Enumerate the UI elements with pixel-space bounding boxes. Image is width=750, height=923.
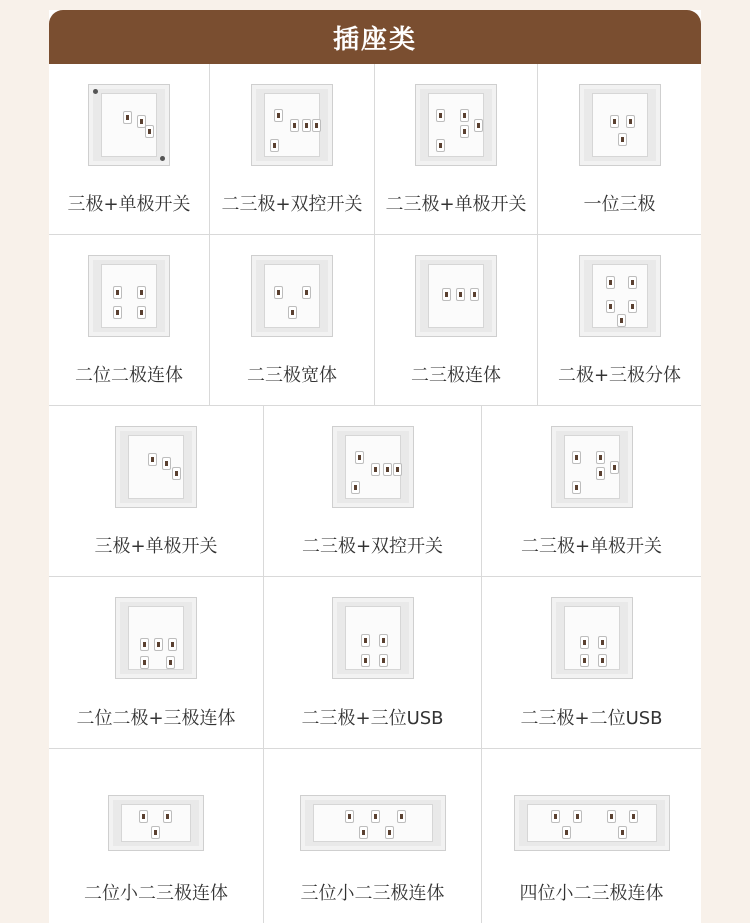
- wide-socket-icon: [108, 795, 204, 851]
- product-cell[interactable]: [49, 64, 210, 234]
- wide-socket-icon: [300, 795, 446, 851]
- product-label: 三位小二三极连体: [300, 883, 445, 904]
- product-cell[interactable]: [482, 577, 701, 748]
- product-label: 二三极+三位USB: [301, 708, 444, 729]
- socket-icon: [115, 426, 197, 508]
- product-cell[interactable]: [482, 749, 701, 923]
- product-cell[interactable]: [49, 235, 210, 405]
- product-label: 三极+单极开关: [94, 536, 218, 557]
- product-cell[interactable]: [538, 235, 701, 405]
- product-row-5: [49, 749, 701, 923]
- product-cell[interactable]: [264, 406, 482, 576]
- socket-icon: [332, 426, 414, 508]
- socket-icon: [251, 255, 333, 337]
- product-row-4: [49, 577, 701, 749]
- socket-icon: [251, 84, 333, 166]
- product-label: 二三极+二位USB: [520, 708, 663, 729]
- socket-icon: [579, 255, 661, 337]
- product-label: 二极+三极分体: [557, 365, 682, 386]
- product-label: 二三极宽体: [247, 365, 337, 386]
- wide-socket-icon: [514, 795, 670, 851]
- product-label: 二位小二三极连体: [84, 883, 228, 904]
- product-label: 二三极连体: [411, 365, 501, 386]
- socket-icon: [579, 84, 661, 166]
- socket-icon: [332, 597, 414, 679]
- product-label: 一位三极: [583, 194, 656, 215]
- socket-icon: [415, 255, 497, 337]
- product-cell[interactable]: [49, 577, 264, 748]
- product-label: 三极+单极开关: [67, 194, 191, 215]
- product-cell[interactable]: [264, 749, 482, 923]
- product-cell[interactable]: [49, 406, 264, 576]
- product-cell[interactable]: [210, 235, 375, 405]
- socket-icon: [551, 597, 633, 679]
- section-title: 插座类: [332, 24, 417, 55]
- socket-icon: [415, 84, 497, 166]
- product-cell[interactable]: [210, 64, 375, 234]
- product-label: 二位二极连体: [75, 365, 183, 386]
- product-cell[interactable]: [375, 235, 538, 405]
- product-label: 二位二极+三极连体: [76, 708, 236, 729]
- product-cell[interactable]: [264, 577, 482, 748]
- product-label: 二三极+双控开关: [301, 536, 444, 557]
- product-cell[interactable]: [538, 64, 701, 234]
- section-header: [49, 10, 701, 64]
- product-label: 二三极+单极开关: [385, 194, 527, 215]
- product-label: 四位小二三极连体: [519, 883, 664, 904]
- product-label: 二三极+双控开关: [221, 194, 363, 215]
- product-cell[interactable]: [482, 406, 701, 576]
- product-row-3: [49, 406, 701, 577]
- product-cell[interactable]: [375, 64, 538, 234]
- product-row-1: [49, 64, 701, 235]
- socket-icon: [551, 426, 633, 508]
- catalog-panel: [49, 10, 701, 923]
- socket-icon: [115, 597, 197, 679]
- socket-icon: [88, 255, 170, 337]
- socket-icon: [88, 84, 170, 166]
- product-label: 二三极+单极开关: [520, 536, 663, 557]
- product-cell[interactable]: [49, 749, 264, 923]
- product-row-2: [49, 235, 701, 406]
